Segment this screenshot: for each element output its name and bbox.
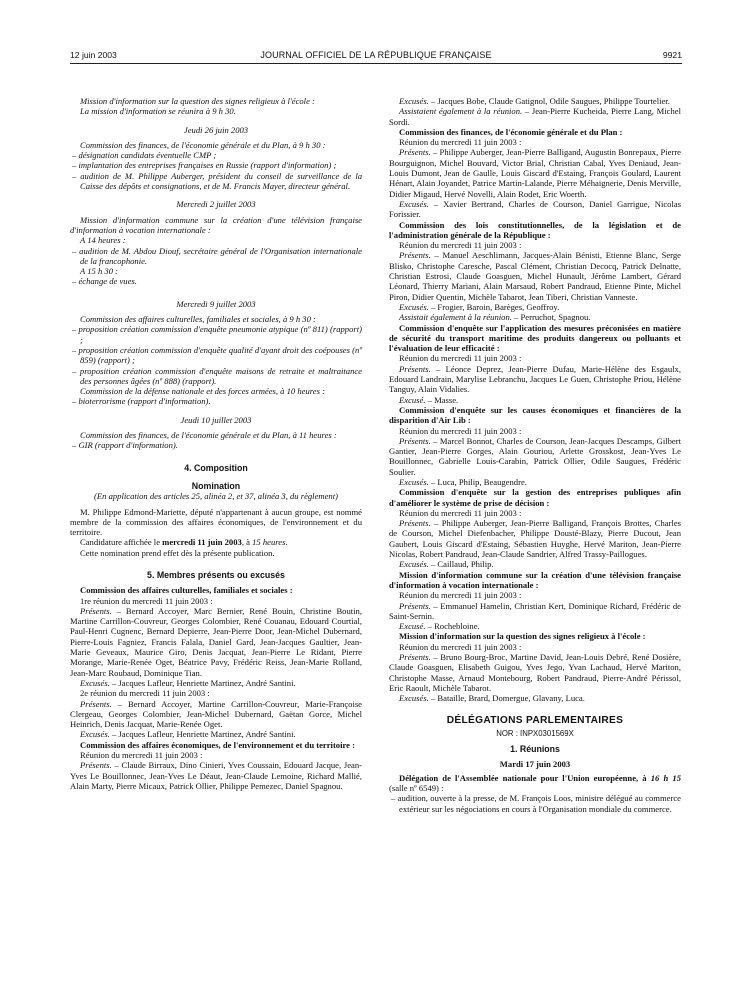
- excused-list: Excusés. – Caillaud, Philip.: [399, 559, 494, 570]
- attendance-list: Présents. – Manuel Aeschlimann, Jacques-Alain Bénisti, Etienne Blanc, Serge Blisko, Christophe Caresche, Pascal Clément, Christian Decocq, Patrick Delnatte, Christian Estrosi, Claude Goasguen, Michel Hunault, Jérôme Lambert, Gérard Léonard, Thierry Mariani, Alain Marsaud, Robert Pandraud, Etienne Pinte, Michel Piron, Didier Quentin, Michèle Tabarot, Jean Tiberi, Christian Vanneste.: [389, 250, 681, 302]
- meeting-line: Réunion du mercredi 11 juin 2003 :: [399, 590, 522, 601]
- paragraph: M. Philippe Edmond-Mariette, député n'appartenant à aucun groupe, est nommé membre de la commission des affaires économiques, de l'environnement et du territoire.: [70, 506, 362, 538]
- agenda-item: – bioterrorisme (rapport d'information).: [72, 396, 211, 407]
- legal-reference: (En application des articles 25, alinéa 2, et 37, alinéa 3, du règlement): [94, 491, 338, 502]
- agenda-item: – proposition création commission d'enquête pneumonie atypique (nº 811) (rapport) ;: [72, 324, 362, 345]
- committee-heading: Commission des affaires économiques, de l'environnement et du territoire :: [80, 739, 355, 750]
- attendance-list: Présents. – Philippe Auberger, Jean-Pierre Balligand, François Brottes, Charles de Courson, Michel Diefenbacher, Philippe Dousté-Blazy, Pierre Ducout, Jean Gaubert, Louis Giscard d'Estaing, Sébastien Huyghe, Hervé Mariton, Jean-Pierre Nicolas, Robert Pandraud, Jean-Claude Sandrier, Alfred Trassy-Paillogues.: [389, 518, 681, 560]
- committee-heading: Commission d'enquête sur l'application des mesures préconisées en matière de sécurité du transport maritime des produits dangereux ou polluants et l'évaluation de leur efficacité :: [389, 322, 681, 354]
- excused-list: Excusés. – Frogier, Baroin, Barèges, Geoffroy.: [399, 301, 560, 312]
- committee-heading: Commission des affaires culturelles, familiales et sociales :: [80, 585, 293, 596]
- paragraph: A 15 h 30 :: [80, 266, 119, 277]
- excused-list: Excusés. – Luca, Philip, Beaugendre.: [399, 476, 527, 487]
- meeting-line: Réunion du mercredi 11 juin 2003 :: [399, 507, 522, 518]
- agenda-item: – audition de M. Abdou Diouf, secrétaire général de l'Organisation internationale de la francophonie.: [72, 245, 362, 266]
- header-rule: [70, 63, 682, 64]
- committee-heading: Commission des lois constitutionnelles, de la législation et de l'administration générale de la République :: [389, 219, 681, 240]
- left-column: [70, 96, 362, 791]
- subsection-heading: Nomination: [191, 480, 241, 491]
- paragraph: Commission des affaires culturelles, familiales et sociales, à 9 h 30 :: [80, 314, 316, 325]
- committee-heading: Délégation de l'Assemblée nationale pour l'Union européenne, à 16 h 15 (salle nº 6549) :: [389, 772, 682, 793]
- section-title: DÉLÉGATIONS PARLEMENTAIRES: [446, 714, 624, 726]
- date-heading: Mercredi 9 juillet 2003: [176, 298, 256, 309]
- agenda-item: – proposition création commission d'enquête qualité d'ayant droit des coépouses (nº 859) (rapport) ;: [72, 344, 362, 366]
- excused-list: Excusé. – Rochebloine.: [399, 621, 480, 632]
- paragraph: Commission des finances, de l'économie générale et du Plan, à 9 h 30 :: [80, 139, 326, 150]
- guest-list: Assistait également à la réunion. – Perruchot, Spagnou.: [399, 312, 591, 323]
- paragraph: Commission des finances, de l'économie générale et du Plan, à 11 heures :: [80, 430, 337, 441]
- meeting-line: Réunion du mercredi 11 juin 2003 :: [80, 750, 203, 761]
- agenda-item: – échange de vues.: [72, 276, 137, 287]
- paragraph: A 14 heures :: [80, 235, 126, 246]
- excused-list: Excusé. – Masse.: [399, 394, 459, 405]
- meeting-line: Réunion du mercredi 11 juin 2003 :: [399, 353, 522, 364]
- agenda-item: – implantation des entreprises françaises en Russie (rapport d'information) ;: [72, 160, 337, 171]
- meeting-line: Réunion du mercredi 11 juin 2003 :: [399, 425, 522, 436]
- excused-list: Excusés. – Jacques Bobe, Claude Gatignol, Odile Saugues, Philippe Tourtelier.: [399, 96, 670, 106]
- excused-list: Excusés. – Jacques Lafleur, Henriette Martinez, André Santini.: [80, 729, 296, 740]
- header-date: 12 juin 2003: [70, 50, 117, 60]
- attendance-list: Présents. – Philippe Auberger, Jean-Pierre Balligand, Augustin Bonrepaux, Pierre Bourguignon, Michel Bouvard, Victor Brial, Christian Cabal, Yves Deniaud, Jean-Louis Dumont, Jean de Gaulle, Louis Giscard d'Estaing, François Goulard, Laurent Hénart, Alain Joyandet, Patrice Martin-Lalande, Pierre Méhaignerie, Denis Merville, Didier Migaud, Hervé Novelli, Alain Rodet, Eric Woerth.: [389, 147, 681, 199]
- attendance-list: Présents. – Claude Birraux, Dino Cinieri, Yves Coussain, Edouard Jacque, Jean-Yves Le Bouillonnec, Jean-Yves Le Déaut, Jean-Claude Lemoine, Richard Mallié, Alain Marty, Pierre Micaux, Patrick Ollier, Philippe Pemezec, Daniel Spagnou.: [70, 760, 362, 791]
- running-header: [70, 50, 682, 62]
- attendance-list: Présents. – Bernard Accoyer, Marc Bernier, René Bouin, Christine Boutin, Martine Carrillon-Couvreur, Georges Colombier, René Couanau, Edouard Courtial, Paul-Henri Cugnenc, Bernard Depierre, Jean-Pierre Door, Jean-Michel Dubernard, Pierre-Louis Fagniez, Francis Falala, Daniel Gard, Jean-Jacques Gaultier, Jean-Marie Geveaux, Maurice Giro, Denis Jacquat, Jean-Pierre Le Ridant, Pierre Morange, Marie-Renée Oget, Béatrice Pavy, Frédéric Reiss, Jean-Marie Rolland, Jean-Marc Roubaud, Dominique Tian.: [70, 605, 362, 678]
- attendance-list: Présents. – Bruno Bourg-Broc, Martine David, Jean-Louis Debré, René Dosière, Claude Goasguen, Elisabeth Guigou, Yves Jego, Yvan Lachaud, Hervé Mariton, Christophe Masse, Arnaud Montebourg, Robert Pandraud, Pierre-André Périssol, Eric Raoult, Michèle Tabarot.: [389, 652, 681, 693]
- page-number: 9921: [662, 50, 682, 60]
- paragraph: Mission d'information sur la question des signes religieux à l'école :: [80, 96, 315, 106]
- guest-list: Assistaient également à la réunion. – Jean-Pierre Kucheida, Pierre Lang, Michel Sordi.: [389, 106, 681, 127]
- date-heading: Mardi 17 juin 2003: [499, 759, 571, 770]
- paragraph: Cette nomination prend effet dès la présente publication.: [80, 547, 275, 558]
- agenda-item: – audition, ouverte à la presse, de M. François Loos, ministre délégué au commerce extérieur sur les négociations en cours à l'Organisation mondiale du commerce.: [391, 793, 681, 814]
- excused-list: Excusés. – Bataille, Brard, Domergue, Glavany, Luca.: [399, 693, 585, 704]
- committee-heading: Commission d'enquête sur la gestion des entreprises publiques afin d'améliorer le système de prise de décision :: [389, 487, 681, 508]
- meeting-line: Réunion du mercredi 11 juin 2003 :: [399, 240, 522, 251]
- paragraph: Mission d'information commune sur la création d'une télévision française d'information à vocation internationale :: [70, 214, 362, 235]
- section-heading: 4. Composition: [184, 462, 248, 473]
- agenda-item: – désignation candidats éventuelle CMP ;: [72, 150, 217, 161]
- attendance-list: Présents. – Léonce Deprez, Jean-Pierre Dufau, Marie-Hélène des Esgaulx, Edouard Landrain, Marylise Lebranchu, Jacques Le Guen, Christophe Priou, Hélène Tanguy, Alain Vidalies.: [389, 363, 681, 395]
- paragraph: La mission d'information se réunira à 9 h 30.: [80, 106, 236, 117]
- meeting-line: Réunion du mercredi 11 juin 2003 :: [399, 641, 522, 652]
- date-heading: Jeudi 26 juin 2003: [183, 124, 249, 135]
- journal-title: JOURNAL OFFICIEL DE LA RÉPUBLIQUE FRANÇAISE: [260, 50, 492, 60]
- excused-list: Excusés. – Jacques Lafleur, Henriette Martinez, André Santini.: [80, 677, 296, 688]
- section-heading: 5. Membres présents ou excusés: [147, 569, 285, 580]
- nor-reference: NOR : INPX0301569X: [496, 728, 574, 738]
- meeting-line: Réunion du mercredi 11 juin 2003 :: [399, 137, 522, 148]
- section-heading: 1. Réunions: [510, 744, 560, 755]
- attendance-list: Présents. – Bernard Accoyer, Martine Carrillon-Couvreur, Marie-Françoise Clergeau, Georges Colombier, Jean-Michel Dubernard, Gaëtan Gorce, Michel Heinrich, Denis Jacquat, Marie-Renée Oget.: [70, 698, 362, 730]
- date-heading: Mercredi 2 juillet 2003: [176, 199, 256, 210]
- paragraph: Candidature affichée le mercredi 11 juin 2003, à 15 heures.: [80, 537, 288, 548]
- excused-list: Excusés. – Xavier Bertrand, Charles de Courson, Daniel Garrigue, Nicolas Forissier.: [389, 198, 681, 220]
- committee-heading: Mission d'information commune sur la création d'une télévision française d'information à vocation internationale :: [389, 569, 681, 590]
- right-column: [389, 96, 681, 814]
- committee-heading: Mission d'information sur la question des signes religieux à l'école :: [399, 631, 646, 642]
- meeting-line: 1re réunion du mercredi 11 juin 2003 :: [80, 595, 213, 606]
- meeting-line: 2e réunion du mercredi 11 juin 2003 :: [80, 688, 210, 699]
- committee-heading: Commission d'enquête sur les causes économiques et financières de la disparition d'Air Lib :: [389, 404, 681, 426]
- date-heading: Jeudi 10 juillet 2003: [180, 414, 252, 425]
- agenda-item: – GIR (rapport d'information).: [72, 440, 178, 451]
- attendance-list: Présents. – Emmanuel Hamelin, Christian Kert, Dominique Richard, Frédéric de Saint-Sernin.: [389, 600, 681, 621]
- agenda-item: – audition de M. Philippe Auberger, président du conseil de surveillance de la Caisse des dépôts et consignations, et de M. Francis Mayer, directeur général.: [72, 170, 362, 192]
- paragraph: Commission de la défense nationale et des forces armées, à 10 heures :: [80, 386, 325, 397]
- attendance-list: Présents. – Marcel Bonnot, Charles de Courson, Jean-Jacques Descamps, Gilbert Gantier, Jean-Pierre Gorges, Alain Gouriou, Arlette Grosskost, Jean-Yves Le Bouillonnec, Gabrielle Louis-Carabin, Patrick Ollier, Odile Saugues, Frédéric Soulier.: [389, 435, 681, 477]
- committee-heading: Commission des finances, de l'économie générale et du Plan :: [399, 126, 623, 137]
- agenda-item: – proposition création commission d'enquête maisons de retraite et maltraitance des personnes âgées (nº 888) (rapport).: [72, 365, 362, 386]
